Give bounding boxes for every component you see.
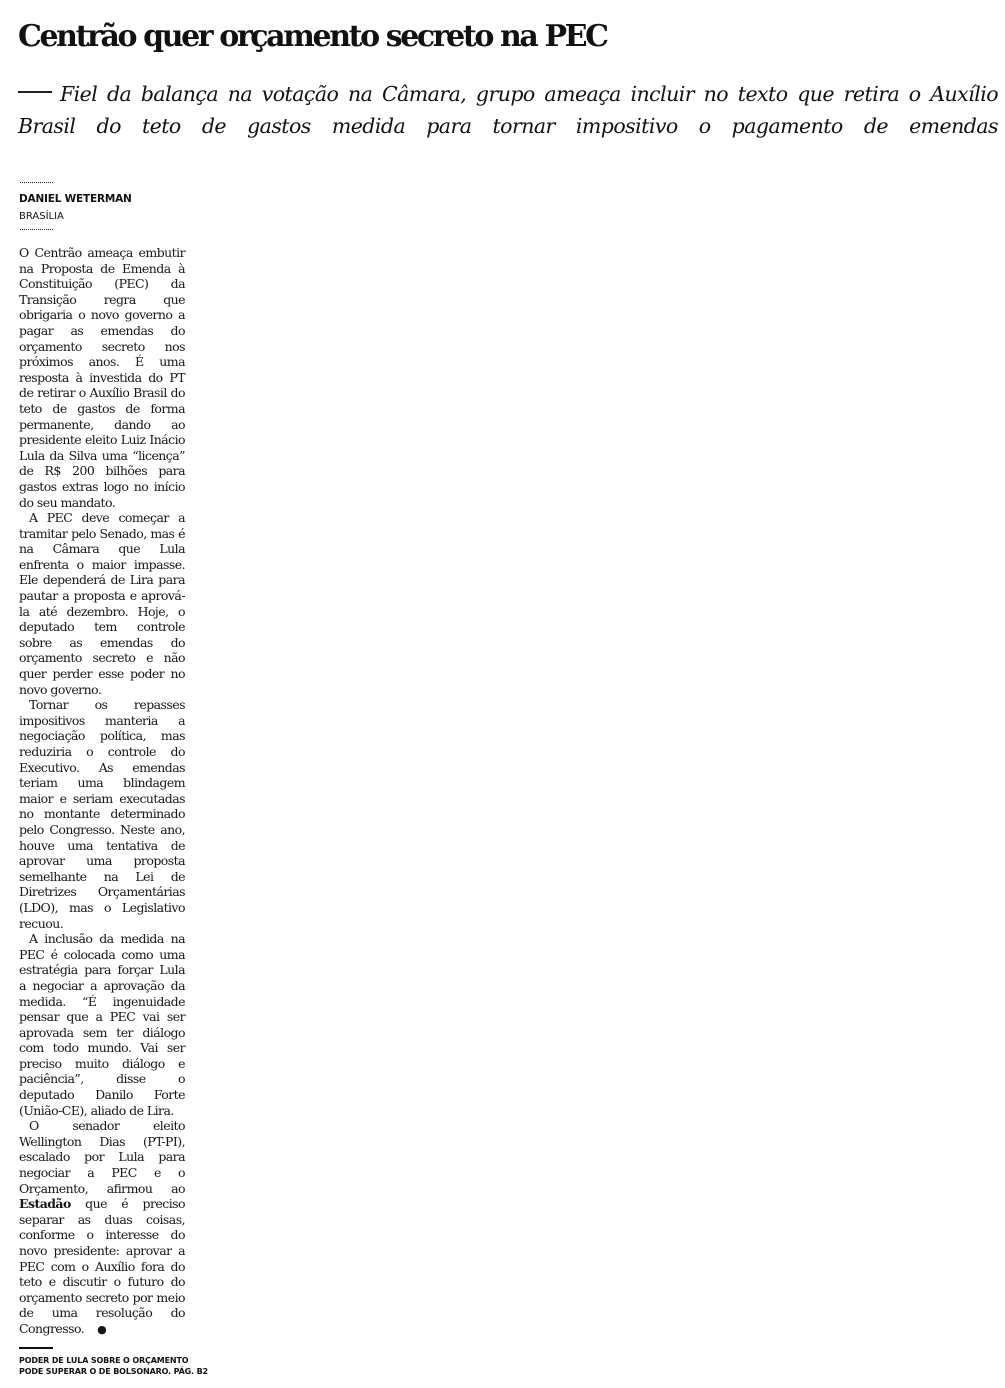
related-line-1: PODER DE LULA SOBRE O ORÇAMENTO bbox=[19, 1356, 189, 1365]
headline: Centrão quer orçamento secreto na PEC bbox=[18, 19, 607, 54]
body-paragraph-final bbox=[19, 1118, 185, 1337]
article-body bbox=[19, 245, 185, 1338]
final-text-end: que é preciso separar as duas coisas, conforme o interesse do novo presidente: aprovar a PEC com o Auxílio fora do teto e discutir o futuro do orçamento secreto por meio de uma resolução do Congresso. bbox=[19, 1196, 185, 1336]
byline-rule-bottom bbox=[20, 229, 53, 230]
subtitle-text: Fiel da balança na votação na Câmara, grupo ameaça incluir no texto que retira o Auxílio Brasil do teto de gastos medida para tornar impositivo o pagamento de emendas bbox=[18, 82, 998, 138]
end-of-article-icon: ● bbox=[97, 1322, 107, 1336]
newspaper-name: Estadão bbox=[19, 1196, 71, 1212]
body-paragraph: A PEC deve começar a tramitar pelo Senado, mas é na Câmara que Lula enfrenta o maior impasse. Ele dependerá de Lira para pautar a proposta e aprová-la até dezembro. Hoje, o deputado tem controle sobre as emendas do orçamento secreto e não quer perder esse poder no novo governo. bbox=[19, 510, 185, 697]
subtitle-dash bbox=[18, 91, 52, 93]
final-text-start: O senador eleito Wellington Dias (PT-PI), escalado por Lula para negociar a PEC e o Orçamento, afirmou ao bbox=[19, 1118, 185, 1196]
subtitle bbox=[18, 78, 998, 142]
related-rule bbox=[19, 1347, 53, 1349]
body-paragraph: Tornar os repasses impositivos manteria a negociação política, mas reduziria o controle do Executivo. As emendas teriam uma blindagem maior e seriam executadas no montante determinado pelo Congresso. Neste ano, houve uma tentativa de aprovar uma proposta semelhante na Lei de Diretrizes Orçamentárias (LDO), mas o Legislativo recuou. bbox=[19, 697, 185, 931]
byline-author: DANIEL WETERMAN bbox=[19, 193, 132, 205]
byline-location: BRASÍLIA bbox=[19, 211, 64, 222]
related-line-2: PODE SUPERAR O DE BOLSONARO. PÁG. B2 bbox=[19, 1367, 208, 1376]
related-article-link[interactable] bbox=[19, 1355, 208, 1377]
body-paragraph: A inclusão da medida na PEC é colocada como uma estratégia para forçar Lula a negociar a aprovação da medida. “É ingenuidade pensar que a PEC vai ser aprovada sem ter diálogo com todo mundo. Vai ser preciso muito diálogo e paciência”, disse o deputado Danilo Forte (União-CE), aliado de Lira. bbox=[19, 931, 185, 1118]
byline-rule-top bbox=[20, 182, 53, 183]
body-paragraph: O Centrão ameaça embutir na Proposta de Emenda à Constituição (PEC) da Transição regra que obrigaria o novo governo a pagar as emendas do orçamento secreto nos próximos anos. É uma resposta à investida do PT de retirar o Auxílio Brasil do teto de gastos de forma permanente, dando ao presidente eleito Luiz Inácio Lula da Silva uma “licença” de R$ 200 bilhões para gastos extras logo no início do seu mandato. bbox=[19, 245, 185, 510]
